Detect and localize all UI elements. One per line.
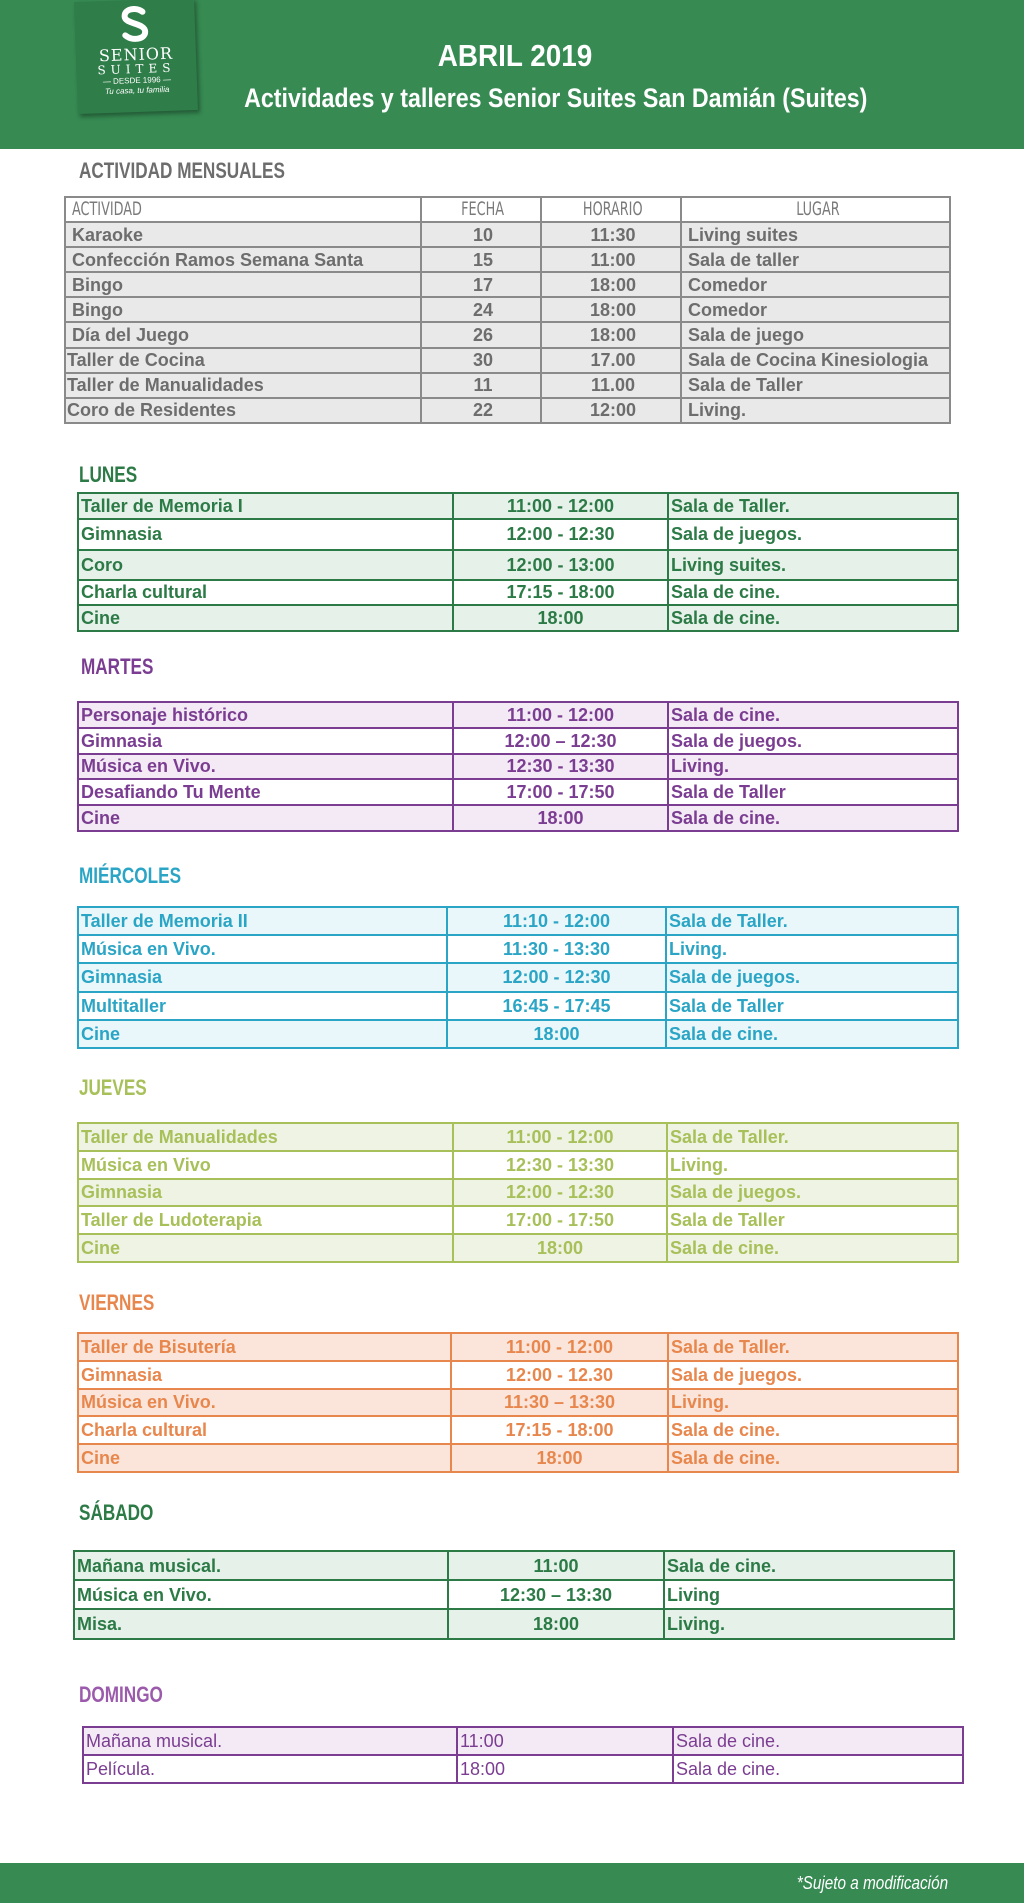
s-logo-icon: [114, 3, 155, 44]
place-cell: Sala de cine.: [668, 580, 958, 606]
time-cell: 12:30 - 13:30: [453, 754, 668, 780]
table-row: [78, 1179, 958, 1207]
date-cell: 26: [421, 322, 541, 347]
section-title-monthly: ACTIVIDAD MENSUALES: [79, 158, 285, 183]
place-cell: Comedor: [681, 297, 950, 322]
place-cell: Sala de juegos.: [668, 519, 958, 550]
activity-cell: Taller de Manualidades: [65, 373, 421, 398]
table-row: [78, 935, 958, 963]
activity-cell: Bingo: [65, 272, 421, 297]
section-title-jueves: JUEVES: [79, 1075, 147, 1100]
activity-cell: Gimnasia: [78, 728, 453, 754]
time-cell: 17:15 - 18:00: [453, 580, 668, 606]
place-cell: Living.: [666, 935, 958, 963]
section-title-domingo: DOMINGO: [79, 1682, 163, 1707]
logo-since: — DESDE 1996 —: [102, 74, 172, 87]
table-row: [78, 779, 958, 805]
time-cell: 18:00: [541, 297, 681, 322]
lunes-table: [77, 492, 959, 632]
monthly-header-row: [65, 197, 950, 222]
time-cell: 17:15 - 18:00: [451, 1416, 668, 1444]
time-cell: 11:00 - 12:00: [453, 1123, 667, 1151]
place-cell: Comedor: [681, 272, 950, 297]
time-cell: 12:00 - 12:30: [453, 519, 668, 550]
place-cell: Sala de Taller.: [668, 493, 958, 519]
place-cell: Sala de Cocina Kinesiologia: [681, 348, 950, 373]
time-cell: 12:00 – 12:30: [453, 728, 668, 754]
table-row: [83, 1727, 963, 1755]
table-row: [65, 322, 950, 347]
time-cell: 11:00 - 12:00: [451, 1333, 668, 1361]
table-row: [78, 1416, 958, 1444]
time-cell: 17:00 - 17:50: [453, 1206, 667, 1234]
place-cell: Sala de cine.: [668, 702, 958, 728]
activity-cell: Mañana musical.: [83, 1727, 457, 1755]
page-title: ABRIL 2019: [437, 38, 593, 73]
table-row: [78, 992, 958, 1020]
place-cell: Sala de juegos.: [668, 1361, 958, 1389]
table-row: [78, 1206, 958, 1234]
viernes-table: [77, 1332, 959, 1473]
date-cell: 17: [421, 272, 541, 297]
date-cell: 10: [421, 222, 541, 247]
martes-table: [77, 701, 959, 832]
time-cell: 18:00: [448, 1609, 664, 1638]
domingo-table: [82, 1726, 964, 1784]
table-row: [65, 348, 950, 373]
header-horario: HORARIO: [541, 197, 681, 222]
activity-cell: Taller de Memoria II: [78, 907, 447, 935]
place-cell: Sala de cine.: [673, 1755, 963, 1783]
logo-tagline: Tu casa, tu familia: [104, 84, 170, 97]
time-cell: 17:00 - 17:50: [453, 779, 668, 805]
time-cell: 18:00: [447, 1020, 666, 1048]
header-actividad: ACTIVIDAD: [65, 197, 421, 222]
table-row: [78, 1389, 958, 1417]
activity-cell: Mañana musical.: [74, 1551, 448, 1580]
time-cell: 11:30 - 13:30: [447, 935, 666, 963]
footer-banner: [0, 1863, 1024, 1903]
time-cell: 11:00: [541, 247, 681, 272]
table-row: [65, 222, 950, 247]
jueves-table: [77, 1122, 959, 1263]
date-cell: 22: [421, 398, 541, 423]
time-cell: 18:00: [453, 605, 668, 631]
place-cell: Living.: [668, 754, 958, 780]
place-cell: Sala de cine.: [667, 1234, 958, 1262]
table-row: [78, 702, 958, 728]
time-cell: 18:00: [451, 1444, 668, 1472]
activity-cell: Coro: [78, 550, 453, 580]
place-cell: Living suites.: [668, 550, 958, 580]
activity-cell: Personaje histórico: [78, 702, 453, 728]
activity-cell: Taller de Cocina: [65, 348, 421, 373]
activity-cell: Karaoke: [65, 222, 421, 247]
table-row: [65, 398, 950, 423]
activity-cell: Música en Vivo: [78, 1151, 453, 1179]
time-cell: 12:30 – 13:30: [448, 1580, 664, 1609]
place-cell: Living.: [668, 1389, 958, 1417]
table-row: [78, 805, 958, 831]
activity-cell: Película.: [83, 1755, 457, 1783]
table-row: [65, 272, 950, 297]
activity-cell: Día del Juego: [65, 322, 421, 347]
time-cell: 12:00: [541, 398, 681, 423]
table-row: [78, 1020, 958, 1048]
activity-cell: Gimnasia: [78, 1179, 453, 1207]
table-row: [74, 1580, 954, 1609]
place-cell: Sala de Taller: [667, 1206, 958, 1234]
time-cell: 18:00: [457, 1755, 673, 1783]
time-cell: 18:00: [453, 1234, 667, 1262]
table-row: [78, 1151, 958, 1179]
time-cell: 12:00 - 13:00: [453, 550, 668, 580]
table-row: [78, 1444, 958, 1472]
table-row: [78, 1123, 958, 1151]
miercoles-table: [77, 906, 959, 1049]
activity-cell: Cine: [78, 1020, 447, 1048]
activity-cell: Música en Vivo.: [74, 1580, 448, 1609]
activity-cell: Cine: [78, 1444, 451, 1472]
table-row: [74, 1551, 954, 1580]
table-row: [78, 728, 958, 754]
activity-cell: Música en Vivo.: [78, 1389, 451, 1417]
time-cell: 11:00: [448, 1551, 664, 1580]
activity-cell: Cine: [78, 1234, 453, 1262]
place-cell: Sala de Taller.: [667, 1123, 958, 1151]
activity-cell: Taller de Memoria I: [78, 493, 453, 519]
table-row: [78, 963, 958, 991]
time-cell: 11:10 - 12:00: [447, 907, 666, 935]
place-cell: Sala de juegos.: [668, 728, 958, 754]
activity-cell: Cine: [78, 805, 453, 831]
table-row: [78, 1361, 958, 1389]
activity-cell: Taller de Bisutería: [78, 1333, 451, 1361]
activity-cell: Bingo: [65, 297, 421, 322]
time-cell: 12:00 - 12.30: [451, 1361, 668, 1389]
date-cell: 30: [421, 348, 541, 373]
place-cell: Sala de Taller: [681, 373, 950, 398]
table-row: [78, 605, 958, 631]
table-row: [78, 754, 958, 780]
logo-brand-line2: SUITES: [97, 60, 176, 78]
activity-cell: Taller de Ludoterapia: [78, 1206, 453, 1234]
monthly-table: [64, 196, 951, 424]
time-cell: 17.00: [541, 348, 681, 373]
activity-cell: Cine: [78, 605, 453, 631]
activity-cell: Coro de Residentes: [65, 398, 421, 423]
time-cell: 18:00: [453, 805, 668, 831]
time-cell: 11.00: [541, 373, 681, 398]
time-cell: 16:45 - 17:45: [447, 992, 666, 1020]
section-title-miercoles: MIÉRCOLES: [79, 863, 182, 888]
time-cell: 11:00: [457, 1727, 673, 1755]
activity-cell: Misa.: [74, 1609, 448, 1638]
section-title-lunes: LUNES: [79, 462, 138, 487]
date-cell: 24: [421, 297, 541, 322]
place-cell: Sala de cine.: [668, 605, 958, 631]
time-cell: 11:30: [541, 222, 681, 247]
header-fecha: FECHA: [421, 197, 541, 222]
date-cell: 11: [421, 373, 541, 398]
place-cell: Living: [664, 1580, 954, 1609]
table-row: [65, 373, 950, 398]
header-lugar: LUGAR: [681, 197, 950, 222]
activity-cell: Gimnasia: [78, 519, 453, 550]
table-row: [65, 297, 950, 322]
place-cell: Sala de juego: [681, 322, 950, 347]
time-cell: 11:30 – 13:30: [451, 1389, 668, 1417]
place-cell: Sala de taller: [681, 247, 950, 272]
activity-cell: Taller de Manualidades: [78, 1123, 453, 1151]
footer-note: *Sujeto a modificación: [796, 1873, 948, 1893]
activity-cell: Charla cultural: [78, 1416, 451, 1444]
place-cell: Sala de juegos.: [666, 963, 958, 991]
place-cell: Sala de cine.: [666, 1020, 958, 1048]
time-cell: 18:00: [541, 272, 681, 297]
section-title-martes: MARTES: [81, 654, 154, 679]
place-cell: Sala de Taller: [666, 992, 958, 1020]
place-cell: Living.: [681, 398, 950, 423]
senior-suites-logo: [74, 0, 198, 114]
activity-cell: Confección Ramos Semana Santa: [65, 247, 421, 272]
place-cell: Sala de Taller: [668, 779, 958, 805]
activity-cell: Multitaller: [78, 992, 447, 1020]
header-banner: [0, 0, 1024, 149]
table-row: [78, 550, 958, 580]
place-cell: Living suites: [681, 222, 950, 247]
place-cell: Sala de Taller.: [666, 907, 958, 935]
time-cell: 12:30 - 13:30: [453, 1151, 667, 1179]
sabado-table: [73, 1550, 955, 1640]
time-cell: 18:00: [541, 322, 681, 347]
table-row: [65, 247, 950, 272]
table-row: [78, 907, 958, 935]
place-cell: Sala de Taller.: [668, 1333, 958, 1361]
time-cell: 11:00 - 12:00: [453, 702, 668, 728]
table-row: [78, 493, 958, 519]
section-title-sabado: SÁBADO: [79, 1500, 154, 1525]
table-row: [78, 580, 958, 606]
activity-cell: Música en Vivo.: [78, 935, 447, 963]
activity-cell: Gimnasia: [78, 1361, 451, 1389]
place-cell: Living.: [664, 1609, 954, 1638]
time-cell: 11:00 - 12:00: [453, 493, 668, 519]
place-cell: Sala de cine.: [668, 1444, 958, 1472]
date-cell: 15: [421, 247, 541, 272]
table-row: [78, 1234, 958, 1262]
place-cell: Sala de cine.: [673, 1727, 963, 1755]
place-cell: Sala de cine.: [668, 1416, 958, 1444]
activity-cell: Gimnasia: [78, 963, 447, 991]
activity-cell: Charla cultural: [78, 580, 453, 606]
place-cell: Sala de juegos.: [667, 1179, 958, 1207]
place-cell: Living.: [667, 1151, 958, 1179]
time-cell: 12:00 - 12:30: [447, 963, 666, 991]
activity-cell: Desafiando Tu Mente: [78, 779, 453, 805]
table-row: [78, 519, 958, 550]
logo-brand-line1: SENIOR: [98, 43, 174, 66]
place-cell: Sala de cine.: [664, 1551, 954, 1580]
table-row: [83, 1755, 963, 1783]
table-row: [78, 1333, 958, 1361]
time-cell: 12:00 - 12:30: [453, 1179, 667, 1207]
table-row: [74, 1609, 954, 1638]
section-title-viernes: VIERNES: [79, 1290, 155, 1315]
place-cell: Sala de cine.: [668, 805, 958, 831]
page-subtitle: Actividades y talleres Senior Suites San Damián (Suites): [244, 83, 868, 113]
activity-cell: Música en Vivo.: [78, 754, 453, 780]
